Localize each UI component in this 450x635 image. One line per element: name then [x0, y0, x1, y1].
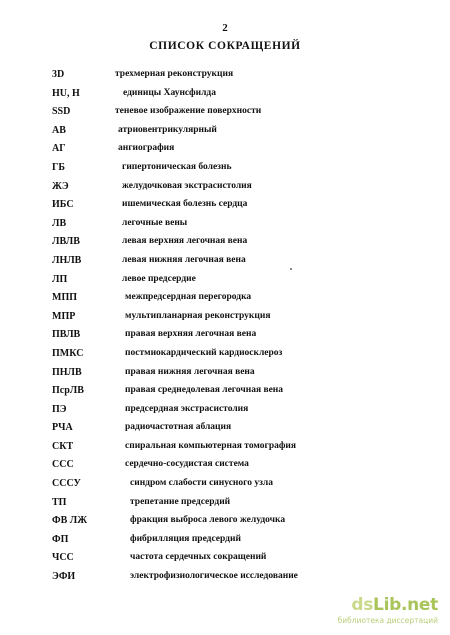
abbreviation-definition: предсердная экстрасистолия — [125, 403, 249, 414]
abbreviation-row — [0, 552, 450, 571]
abbreviation-definition: радиочастотная аблация — [125, 422, 232, 433]
abbreviation-row — [0, 255, 450, 274]
abbreviation-term: ЧСС — [52, 552, 74, 564]
abbreviation-row — [0, 367, 450, 386]
abbreviation-row — [0, 497, 450, 516]
abbreviation-term: АВ — [52, 124, 66, 136]
abbreviation-term: 3D — [52, 69, 65, 80]
abbreviation-row — [0, 88, 450, 107]
abbreviation-row — [0, 478, 450, 497]
abbreviation-row — [0, 236, 450, 255]
abbreviation-definition: левая нижняя легочная вена — [122, 254, 246, 265]
abbreviation-term: МПР — [52, 310, 76, 322]
abbreviation-definition: постмиокардический кардиосклероз — [125, 347, 283, 358]
abbreviation-term: ЖЭ — [52, 180, 69, 192]
abbreviation-definition: правая среднедолевая легочная вена — [125, 385, 284, 396]
abbreviation-row — [0, 329, 450, 348]
abbreviation-definition: правая нижняя легочная вена — [125, 366, 255, 377]
abbreviation-term: ТП — [52, 496, 67, 508]
abbreviation-row — [0, 143, 450, 162]
abbreviation-definition: правая верхняя легочная вена — [125, 329, 257, 340]
abbreviation-term: ГБ — [52, 161, 65, 173]
abbreviation-definition: трехмерная реконструкция — [115, 69, 234, 79]
abbreviation-row — [0, 422, 450, 441]
abbreviation-row — [0, 125, 450, 144]
watermark-logo-prefix: ds — [351, 595, 374, 615]
abbreviation-term: ЭФИ — [52, 571, 76, 583]
abbreviation-definition: ангиография — [118, 143, 175, 154]
abbreviation-definition: синдром слабости синусного узла — [130, 478, 273, 489]
abbreviation-row — [0, 181, 450, 200]
abbreviation-term: ФВ ЛЖ — [52, 515, 88, 527]
abbreviation-row — [0, 162, 450, 181]
abbreviation-row — [0, 404, 450, 423]
abbreviation-row — [0, 459, 450, 478]
abbreviation-definition: частота сердечных сокращений — [130, 552, 267, 563]
abbreviation-definition: межпредсердная перегородка — [125, 292, 252, 303]
abbreviation-row — [0, 515, 450, 534]
page-title: СПИСОК СОКРАЩЕНИЙ — [149, 40, 301, 52]
abbreviation-term: ЛНЛВ — [52, 254, 82, 266]
abbreviation-definition: трепетание предсердий — [130, 496, 231, 507]
abbreviation-definition: ишемическая болезнь сердца — [122, 199, 248, 210]
abbreviation-term: МПП — [52, 292, 77, 304]
abbreviation-term: ЛВ — [52, 217, 67, 229]
abbreviation-term: СССУ — [52, 478, 81, 490]
abbreviation-definition: желудочковая экстрасистолия — [122, 180, 252, 191]
abbreviation-term: ПМКС — [52, 347, 84, 359]
abbreviation-definition: электрофизиологическое исследование — [130, 571, 298, 582]
abbreviation-row — [0, 199, 450, 218]
abbreviation-term: ЛП — [52, 273, 68, 285]
abbreviation-definition: гипертоническая болезнь — [122, 161, 232, 172]
abbreviation-definition: теневое изображение поверхности — [115, 106, 262, 117]
abbreviation-definition: спиральная компьютерная томография — [125, 440, 297, 451]
abbreviation-row — [0, 385, 450, 404]
abbreviation-row — [0, 69, 450, 88]
abbreviation-definition: единицы Хаунсфилда — [123, 87, 216, 98]
abbreviation-definition: левая верхняя легочная вена — [122, 236, 248, 247]
watermark-subtitle: библиотека диссертаций — [337, 616, 438, 625]
abbreviation-row — [0, 292, 450, 311]
abbreviation-term: ССС — [52, 459, 74, 471]
abbreviation-list — [0, 69, 450, 590]
watermark-logo — [351, 595, 438, 615]
abbreviation-definition: фибрилляция предсердий — [130, 533, 241, 544]
abbreviation-row — [0, 571, 450, 590]
abbreviation-definition: легочные вены — [122, 217, 188, 228]
abbreviation-row — [0, 218, 450, 237]
abbreviation-term: ИБС — [52, 199, 74, 211]
abbreviation-term: ПЭ — [52, 403, 67, 415]
abbreviation-row — [0, 106, 450, 125]
abbreviation-term: SSD — [52, 106, 71, 118]
page-number: 2 — [222, 22, 228, 34]
abbreviation-term: АГ — [52, 143, 66, 155]
abbreviation-term: ЛВЛВ — [52, 236, 80, 248]
abbreviation-row — [0, 534, 450, 553]
scan-speck — [290, 268, 292, 270]
abbreviation-definition: фракция выброса левого желудочка — [130, 515, 286, 526]
abbreviation-term: РЧА — [52, 422, 73, 434]
watermark — [337, 595, 442, 629]
abbreviation-term: ФП — [52, 533, 69, 545]
abbreviation-row — [0, 274, 450, 293]
abbreviation-row — [0, 441, 450, 460]
abbreviation-term: HU, Н — [52, 87, 80, 99]
abbreviation-term: ПсрЛВ — [52, 385, 84, 397]
abbreviation-term: ПВЛВ — [52, 329, 81, 341]
abbreviation-term: СКТ — [52, 440, 74, 452]
abbreviation-definition: левое предсердие — [122, 273, 196, 284]
watermark-logo-rest: Lib.net — [373, 595, 438, 615]
abbreviation-term: ПНЛВ — [52, 366, 82, 378]
abbreviation-definition: мультипланарная реконструкция — [125, 310, 271, 321]
abbreviation-row — [0, 348, 450, 367]
abbreviation-definition: атриовентрикулярный — [118, 124, 217, 135]
abbreviation-definition: сердечно-сосудистая система — [125, 459, 249, 470]
abbreviation-row — [0, 311, 450, 330]
